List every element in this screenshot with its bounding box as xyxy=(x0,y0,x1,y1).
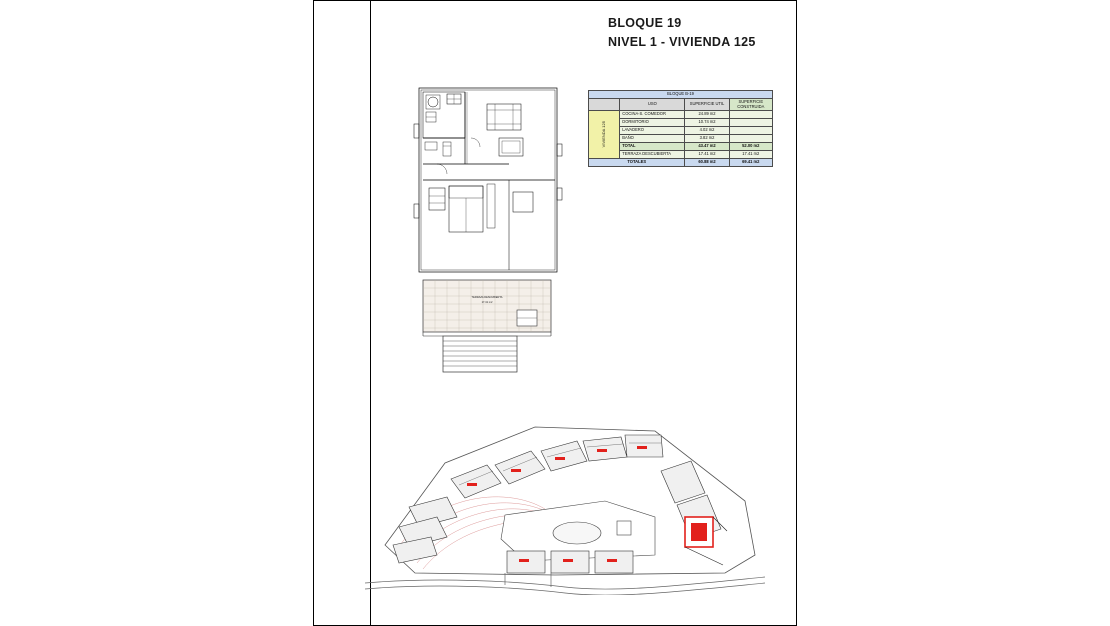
table-cell-useful: 10.74 m2 xyxy=(685,119,729,127)
table-cell-totals-label: TOTALES xyxy=(589,159,685,167)
table-row-totals xyxy=(589,159,773,167)
table-cell-use: DORMITORIO xyxy=(620,119,685,127)
table-cell-built xyxy=(729,127,772,135)
table-cell-use: BAÑO xyxy=(620,135,685,143)
table-cell-useful: 24.89 m2 xyxy=(685,111,729,119)
table-group-label-text: VIVIENDA 125 xyxy=(600,121,606,148)
table-cell-use: LAVADERO xyxy=(620,127,685,135)
table-cell-useful: 17.41 m2 xyxy=(685,151,729,159)
title-block xyxy=(608,14,798,52)
page-subtitle: NIVEL 1 - VIVIENDA 125 xyxy=(608,34,756,49)
table-group-label xyxy=(589,111,620,159)
table-cell-use: COCINA-S. COMEDOR xyxy=(620,111,685,119)
table-title-row xyxy=(589,91,773,99)
table-cell-use: TOTAL xyxy=(620,143,685,151)
table-cell-useful: 4.02 m2 xyxy=(685,127,729,135)
table-header-blank xyxy=(589,99,620,111)
table-cell-built: 52.00 m2 xyxy=(729,143,772,151)
table-title: BLOQUE B-19 xyxy=(589,91,773,99)
terrace-area-label: 17.41 m2 xyxy=(481,301,493,304)
area-schedule-table xyxy=(588,90,773,167)
terrace-note-label: TERRAZA DESCUBIERTA xyxy=(471,296,503,299)
site-plan-drawing xyxy=(355,405,775,595)
table-cell-built xyxy=(729,119,772,127)
floor-plan-drawing xyxy=(413,84,571,380)
table-header-row xyxy=(589,99,773,111)
table-cell-useful: 3.82 m2 xyxy=(685,135,729,143)
table-cell-built xyxy=(729,111,772,119)
table-cell-built: 17.41 m2 xyxy=(729,151,772,159)
table-header-built: SUPERFICIE CONSTRUIDA xyxy=(729,99,772,111)
table-cell-built xyxy=(729,135,772,143)
page-title: BLOQUE 19 xyxy=(608,16,682,30)
table-header-useful: SUPERFICIE UTIL xyxy=(685,99,729,111)
table-cell-useful: 43.47 m2 xyxy=(685,143,729,151)
table-header-use: USO xyxy=(620,99,685,111)
table-row xyxy=(589,111,773,119)
table-cell-totals-built: 69.41 m2 xyxy=(729,159,772,167)
table-cell-use: TERRAZA DESCUBIERTA xyxy=(620,151,685,159)
table-cell-totals-useful: 60.88 m2 xyxy=(685,159,729,167)
